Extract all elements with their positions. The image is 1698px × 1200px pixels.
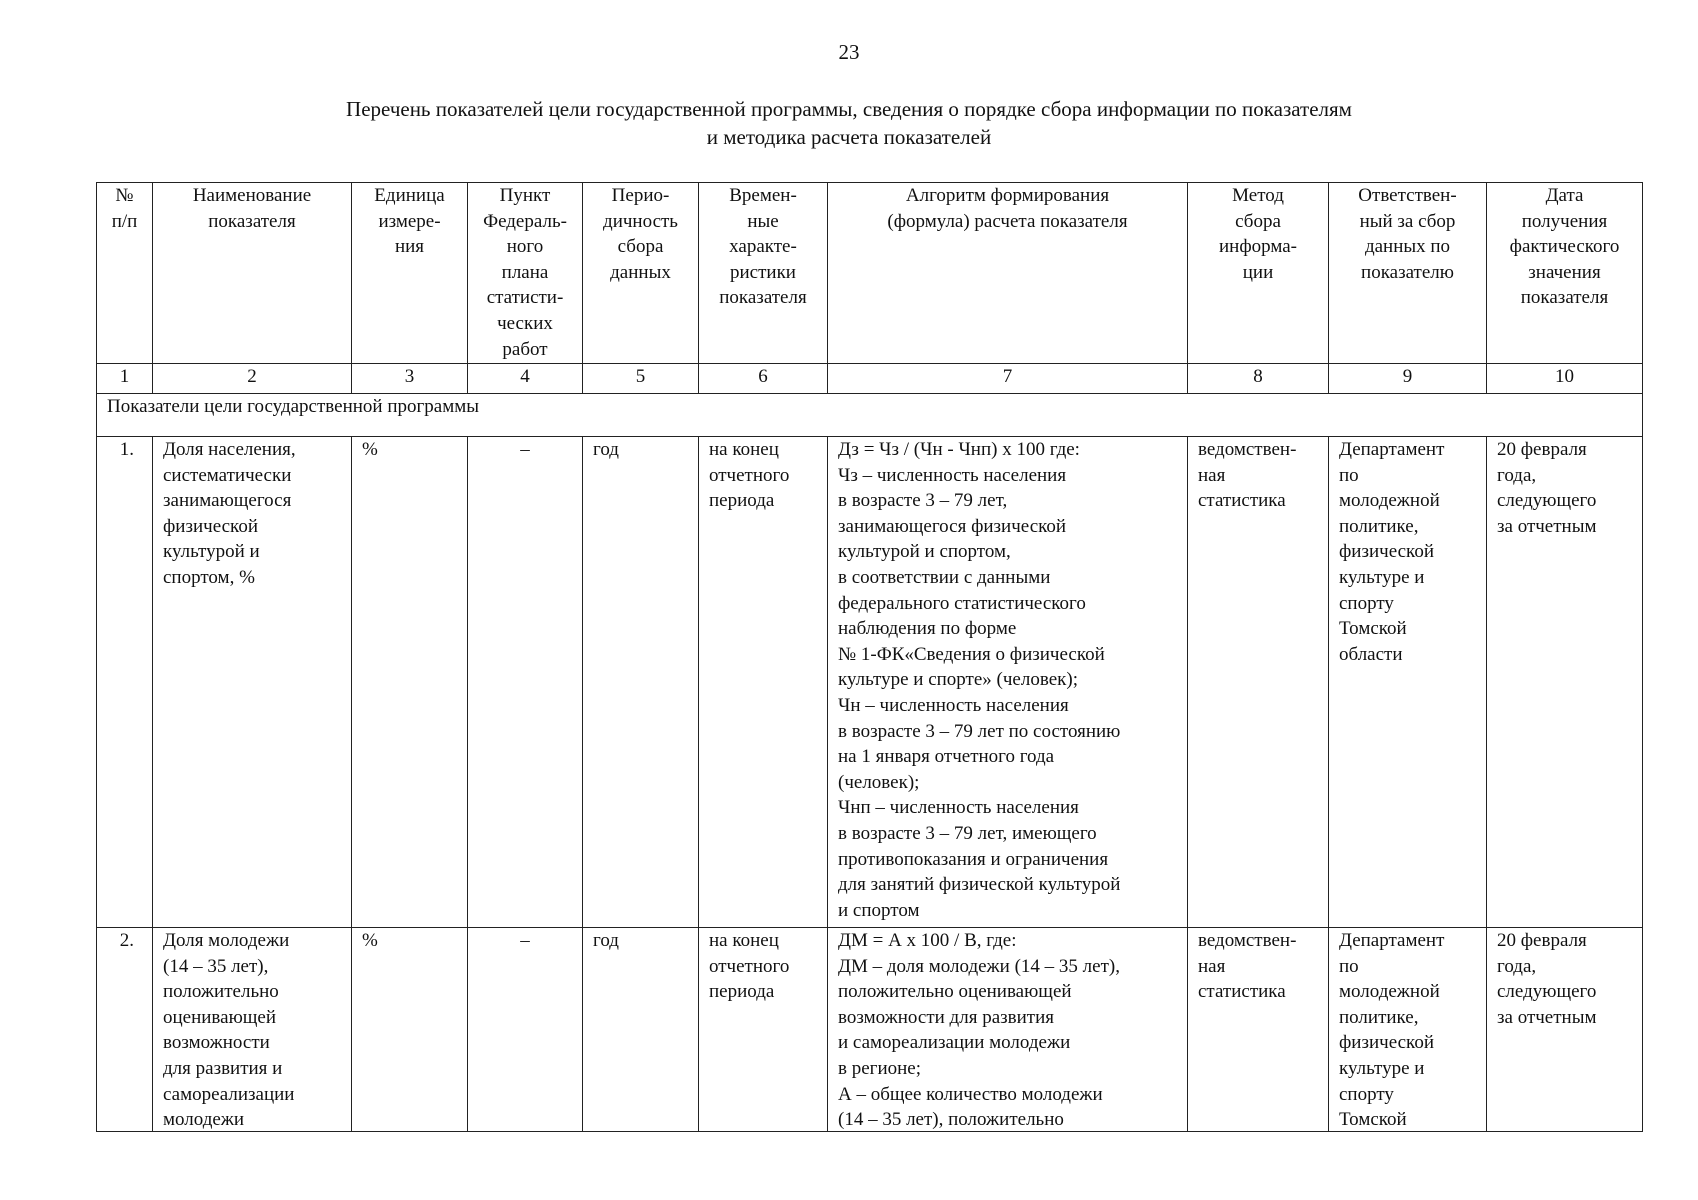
header-cell-plan-ref: Пункт Федераль- ного плана статисти- ческих работ <box>468 183 583 364</box>
header-cell-periodicity: Перио- дичность сбора данных <box>583 183 699 364</box>
column-number-cell: 9 <box>1329 364 1487 394</box>
column-number-cell: 3 <box>352 364 468 394</box>
document-title-line-2: и методика расчета показателей <box>706 125 992 149</box>
header-cell-number: № п/п <box>97 183 153 364</box>
document-title <box>0 95 1698 151</box>
column-number-cell: 5 <box>583 364 699 394</box>
indicators-table <box>96 182 1643 1132</box>
indicator-name-cell <box>153 928 352 1132</box>
row-number: 1. <box>97 437 153 928</box>
column-number-cell: 7 <box>828 364 1188 394</box>
page-number: 23 <box>838 40 860 64</box>
header-cell-unit: Единица измере- ния <box>352 183 468 364</box>
indicator-responsible: Департамент по молодежной политике, физической культуре и спорту Томской области <box>1329 437 1487 928</box>
header-cell-date: Дата получения фактического значения показателя <box>1487 183 1643 364</box>
indicator-time-characteristics: на конец отчетного периода <box>699 437 828 928</box>
section-title: Показатели цели государственной программы <box>97 394 1643 437</box>
section-row <box>97 394 1643 437</box>
indicator-algorithm-cell <box>828 928 1188 1132</box>
row-number: 2. <box>97 928 153 1132</box>
header-cell-responsible: Ответствен- ный за сбор данных по показателю <box>1329 183 1487 364</box>
column-number-cell: 4 <box>468 364 583 394</box>
column-number-cell: 1 <box>97 364 153 394</box>
header-cell-time-characteristics: Времен- ные характе- ристики показателя <box>699 183 828 364</box>
column-number-cell: 2 <box>153 364 352 394</box>
indicator-responsible: Департамент по молодежной политике, физической культуре и спорту Томской <box>1339 930 1445 1131</box>
header-cell-name: Наименование показателя <box>153 183 352 364</box>
indicator-method: ведомствен- ная статистика <box>1188 928 1329 1132</box>
header-cell-method: Метод сбора информа- ции <box>1188 183 1329 364</box>
indicator-time-characteristics: на конец отчетного периода <box>699 928 828 1132</box>
indicator-algorithm: ДМ = А x 100 / В, где: ДМ – доля молодежи (14 – 35 лет), положительно оценивающей возможности для развития и самореализации молодежи в регионе; А – общее количество молодежи (14 – 35 лет), положительно <box>838 930 1120 1131</box>
column-number-cell: 8 <box>1188 364 1329 394</box>
header-cell-algorithm: Алгоритм формирования (формула) расчета показателя <box>828 183 1188 364</box>
table-header-row <box>97 183 1643 364</box>
indicator-algorithm: Дз = Чз / (Чн - Чнп) x 100 где: Чз – численность населения в возрасте 3 – 79 лет, занимающегося физической культурой и спортом, в соответствии с данными федерального статистического наблюдения по форме № 1-ФК«Сведения о физической культуре и спорте» (человек); Чн – численность населения в возрасте 3 – 79 лет по состоянию на 1 января отчетного года (человек); Чнп – численность населения в возрасте 3 – 79 лет, имеющего противопоказания и ограничения для занятий физической культурой и спортом <box>828 437 1188 928</box>
indicator-date: 20 февраля года, следующего за отчетным <box>1487 928 1643 1132</box>
column-number-row <box>97 364 1643 394</box>
indicator-periodicity: год <box>583 437 699 928</box>
indicator-unit: % <box>352 437 468 928</box>
indicator-name: Доля населения, систематически занимающегося физической культурой и спортом, % <box>153 437 352 928</box>
indicator-date: 20 февраля года, следующего за отчетным <box>1487 437 1643 928</box>
table-row <box>97 437 1643 928</box>
document-title-line-1: Перечень показателей цели государственной программы, сведения о порядке сбора информации по показателям <box>346 97 1352 121</box>
indicator-responsible-cell <box>1329 928 1487 1132</box>
column-number-cell: 6 <box>699 364 828 394</box>
indicator-plan-ref: – <box>468 928 583 1132</box>
table-row <box>97 928 1643 1132</box>
indicator-method: ведомствен- ная статистика <box>1188 437 1329 928</box>
indicator-periodicity: год <box>583 928 699 1132</box>
indicator-name: Доля молодежи (14 – 35 лет), положительно оценивающей возможности для развития и самореализации молодежи <box>163 930 295 1131</box>
indicator-plan-ref: – <box>468 437 583 928</box>
indicator-unit: % <box>352 928 468 1132</box>
column-number-cell: 10 <box>1487 364 1643 394</box>
